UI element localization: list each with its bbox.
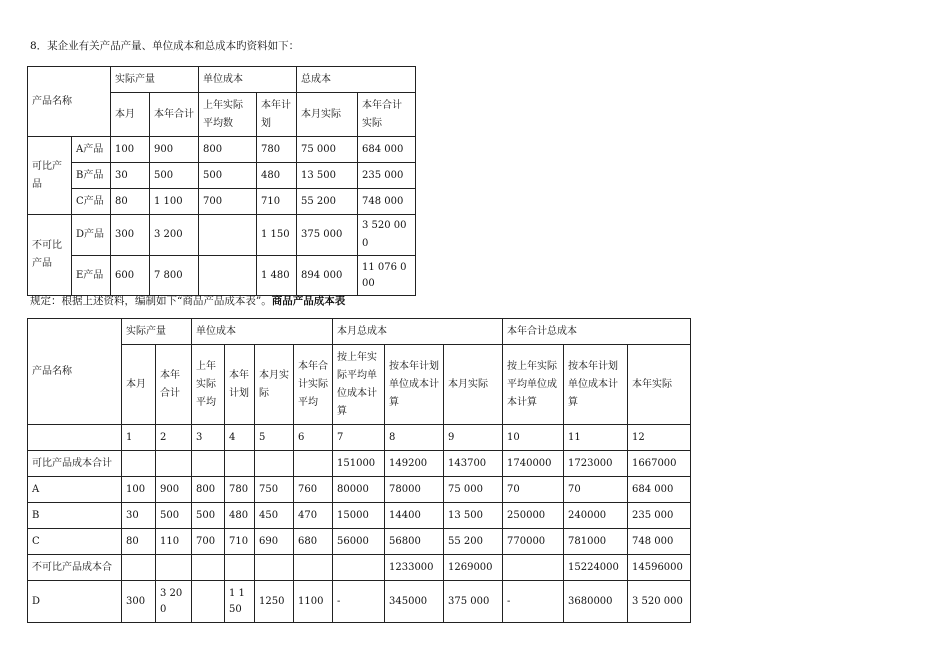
- header-this-year-actual: 本年合计实际: [358, 93, 416, 137]
- cell: 690: [255, 529, 294, 555]
- cell: 684 000: [358, 137, 416, 163]
- cell: D产品: [72, 215, 111, 256]
- cell: 800: [192, 477, 225, 503]
- cell: [294, 451, 333, 477]
- cell: [503, 555, 564, 581]
- question-title: 8．某企业有关产品产量、单位成本和总成本旳资料如下：: [30, 40, 300, 52]
- header-year-total-cost: 本年合计总成本: [503, 319, 691, 345]
- cell: 235 000: [628, 503, 691, 529]
- instruction-text: 规定：根据上述资料，编制如下“商品产品成本表”。: [30, 295, 272, 307]
- header-year-total: 本年合计: [156, 345, 192, 425]
- table-row: [28, 451, 691, 477]
- cell: 1723000: [564, 451, 628, 477]
- cell: 1: [122, 425, 156, 451]
- cell: 894 000: [297, 256, 358, 296]
- header-this-year-plan: 本年计划: [257, 93, 297, 137]
- cell: [225, 451, 255, 477]
- cell: 56000: [333, 529, 385, 555]
- cell: 1269000: [444, 555, 503, 581]
- cell: 250000: [503, 503, 564, 529]
- cell: 75 000: [297, 137, 358, 163]
- cell: 80: [122, 529, 156, 555]
- header-actual-output: 实际产量: [122, 319, 192, 345]
- cell: 1100: [294, 581, 333, 623]
- cell: [122, 451, 156, 477]
- cell: 151000: [333, 451, 385, 477]
- cell: 149200: [385, 451, 444, 477]
- cell: 710: [225, 529, 255, 555]
- header-last-year-avg: 上年实际平均数: [199, 93, 257, 137]
- table-row: [28, 581, 691, 623]
- cell: 750: [255, 477, 294, 503]
- cell: 13 500: [444, 503, 503, 529]
- cell: 100: [122, 477, 156, 503]
- cell: 100: [111, 137, 150, 163]
- cell: 1740000: [503, 451, 564, 477]
- cell: 1233000: [385, 555, 444, 581]
- cell: 684 000: [628, 477, 691, 503]
- cell: B: [28, 503, 122, 529]
- cell: 1667000: [628, 451, 691, 477]
- cell: 500: [150, 163, 199, 189]
- group-non-comparable: 不可比产品: [28, 215, 72, 296]
- cell: 600: [111, 256, 150, 296]
- cell: 4: [225, 425, 255, 451]
- header-month-actual-total: 本月实际: [444, 345, 503, 425]
- cell: 500: [192, 503, 225, 529]
- table-row: [28, 189, 416, 215]
- cell: 760: [294, 477, 333, 503]
- cell: 700: [199, 189, 257, 215]
- cell: 800: [199, 137, 257, 163]
- header-product-name: 产品名称: [28, 319, 122, 425]
- cell: 70: [564, 477, 628, 503]
- cell: 1 480: [257, 256, 297, 296]
- table-row: [28, 137, 416, 163]
- cell: 7 800: [150, 256, 199, 296]
- cell: -: [333, 581, 385, 623]
- table-caption: 商品产品成本表: [271, 295, 346, 307]
- cell: [255, 555, 294, 581]
- cell: 1 100: [150, 189, 199, 215]
- header-month-total-cost: 本月总成本: [333, 319, 503, 345]
- cell: 780: [225, 477, 255, 503]
- cell: 80000: [333, 477, 385, 503]
- header-by-last-avg: 按上年实际平均单位成本计算: [333, 345, 385, 425]
- cell: 14596000: [628, 555, 691, 581]
- cell: 345000: [385, 581, 444, 623]
- group-comparable: 可比产品: [28, 137, 72, 215]
- cell: C产品: [72, 189, 111, 215]
- header-product-name: 产品名称: [28, 67, 111, 137]
- cell: 470: [294, 503, 333, 529]
- cell: [192, 581, 225, 623]
- table-row: [28, 503, 691, 529]
- cell: A: [28, 477, 122, 503]
- cell: [122, 555, 156, 581]
- header-this-year-plan: 本年计划: [225, 345, 255, 425]
- cell: [199, 256, 257, 296]
- cell: 480: [225, 503, 255, 529]
- cell: 14400: [385, 503, 444, 529]
- header-year-actual: 本年实际: [628, 345, 691, 425]
- cell: 300: [122, 581, 156, 623]
- cell: 375 000: [444, 581, 503, 623]
- cell: 8: [385, 425, 444, 451]
- cell: 75 000: [444, 477, 503, 503]
- cell: 11: [564, 425, 628, 451]
- header-year-actual-avg: 本年合计实际平均: [294, 345, 333, 425]
- cell: 不可比产品成本合: [28, 555, 122, 581]
- cell: 710: [257, 189, 297, 215]
- source-data-table: [27, 66, 416, 296]
- cell: 11 076 000: [358, 256, 416, 296]
- cell: 900: [156, 477, 192, 503]
- product-cost-table: [27, 318, 691, 623]
- cell: 3 520 000: [358, 215, 416, 256]
- cell: 3 200: [156, 581, 192, 623]
- table-row: [28, 529, 691, 555]
- cell: 1 150: [257, 215, 297, 256]
- cell: 3 520 000: [628, 581, 691, 623]
- cell: 9: [444, 425, 503, 451]
- cell: 80: [111, 189, 150, 215]
- cell: 3: [192, 425, 225, 451]
- cell: 240000: [564, 503, 628, 529]
- cell: 5: [255, 425, 294, 451]
- header-this-month-actual: 本月实际: [297, 93, 358, 137]
- table-row: [28, 215, 416, 256]
- header-by-last-avg-year: 按上年实际平均单位成本计算: [503, 345, 564, 425]
- cell: 10: [503, 425, 564, 451]
- cell: 700: [192, 529, 225, 555]
- cell: 30: [111, 163, 150, 189]
- cell: 748 000: [358, 189, 416, 215]
- cell: C: [28, 529, 122, 555]
- cell: [333, 555, 385, 581]
- cell: 70: [503, 477, 564, 503]
- cell: 56800: [385, 529, 444, 555]
- cell: 55 200: [297, 189, 358, 215]
- cell: 680: [294, 529, 333, 555]
- header-month: 本月: [122, 345, 156, 425]
- cell: 1250: [255, 581, 294, 623]
- cell: [192, 451, 225, 477]
- table-row: [28, 555, 691, 581]
- header-month-actual: 本月实际: [255, 345, 294, 425]
- cell: 900: [150, 137, 199, 163]
- table-row: [28, 163, 416, 189]
- cell: [156, 451, 192, 477]
- cell: 781000: [564, 529, 628, 555]
- cell: [192, 555, 225, 581]
- cell: 300: [111, 215, 150, 256]
- header-last-year-avg: 上年实际平均: [192, 345, 225, 425]
- cell: 110: [156, 529, 192, 555]
- header-by-plan: 按本年计划单位成本计算: [385, 345, 444, 425]
- cell: 6: [294, 425, 333, 451]
- header-actual-output: 实际产量: [111, 67, 199, 93]
- cell: 375 000: [297, 215, 358, 256]
- cell: B产品: [72, 163, 111, 189]
- cell: 748 000: [628, 529, 691, 555]
- cell: 143700: [444, 451, 503, 477]
- cell: [199, 215, 257, 256]
- cell: 780: [257, 137, 297, 163]
- cell: [28, 425, 122, 451]
- cell: 770000: [503, 529, 564, 555]
- table-row: [28, 477, 691, 503]
- cell: 2: [156, 425, 192, 451]
- cell: E产品: [72, 256, 111, 296]
- cell: D: [28, 581, 122, 623]
- instruction-note: [30, 293, 345, 308]
- cell: 480: [257, 163, 297, 189]
- cell: [255, 451, 294, 477]
- cell: 15000: [333, 503, 385, 529]
- header-this-month: 本月: [111, 93, 150, 137]
- cell: 12: [628, 425, 691, 451]
- cell: -: [503, 581, 564, 623]
- column-number-row: [28, 425, 691, 451]
- header-unit-cost: 单位成本: [199, 67, 297, 93]
- cell: [225, 555, 255, 581]
- cell: A产品: [72, 137, 111, 163]
- cell: 500: [156, 503, 192, 529]
- cell: [156, 555, 192, 581]
- cell: 30: [122, 503, 156, 529]
- header-unit-cost: 单位成本: [192, 319, 333, 345]
- header-this-year-total: 本年合计: [150, 93, 199, 137]
- header-by-plan-year: 按本年计划单位成本计算: [564, 345, 628, 425]
- cell: 3 200: [150, 215, 199, 256]
- cell: 15224000: [564, 555, 628, 581]
- cell: 450: [255, 503, 294, 529]
- header-total-cost: 总成本: [297, 67, 416, 93]
- cell: 可比产品成本合计: [28, 451, 122, 477]
- cell: 55 200: [444, 529, 503, 555]
- cell: 235 000: [358, 163, 416, 189]
- cell: 78000: [385, 477, 444, 503]
- cell: 1 150: [225, 581, 255, 623]
- cell: 13 500: [297, 163, 358, 189]
- cell: [294, 555, 333, 581]
- cell: 3680000: [564, 581, 628, 623]
- cell: 7: [333, 425, 385, 451]
- table-row: [28, 256, 416, 296]
- cell: 500: [199, 163, 257, 189]
